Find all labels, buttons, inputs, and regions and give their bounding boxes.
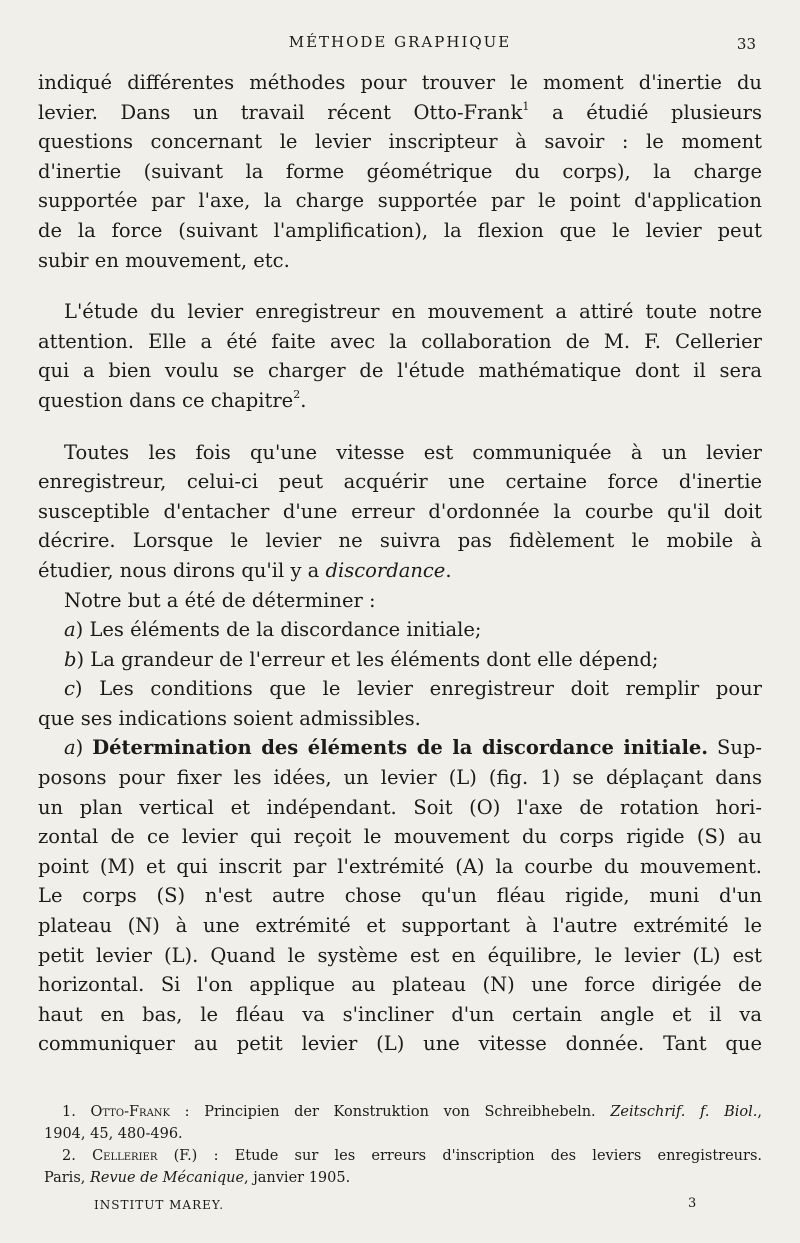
footnote-1: 1. Otto-Frank : Principien der Konstruktion von Schreibhebeln. Zeitschrif. f. Biol., — [62, 1104, 762, 1120]
text-line: L'étude du levier enregistreur en mouvement a attiré toute notre — [64, 300, 762, 324]
text-line: point (M) et qui inscrit par l'extrémité (A) la courbe du mouvement. — [38, 854, 762, 878]
text-line: plateau (N) à une extrémité et supportant à l'autre extrémité le — [38, 914, 762, 938]
text-line: attention. Elle a été faite avec la collaboration de M. F. Cellerier — [38, 329, 762, 353]
text-line: zontal de ce levier qui reçoit le mouvement du corps rigide (S) au — [38, 825, 762, 849]
text-line: Toutes les fois qu'une vitesse est communiquée à un levier — [64, 440, 762, 464]
footnote-ref-1: 1 — [522, 99, 530, 113]
footnote-ref-2: 2 — [293, 387, 301, 401]
text-line: petit levier (L). Quand le système est en équilibre, le levier (L) est — [38, 943, 762, 967]
page-footer — [0, 1196, 800, 1216]
text-line: d'inertie (suivant la forme géométrique du corps), la charge — [38, 159, 762, 183]
text-line: supportée par l'axe, la charge supportée par le point d'application — [38, 189, 762, 213]
text-line: susceptible d'entacher d'une erreur d'ordonnée la courbe qu'il doit — [38, 499, 762, 523]
paragraph-4 — [38, 586, 762, 734]
footnotes — [44, 1101, 762, 1189]
text-line: question dans ce chapitre$^2$. — [38, 387, 307, 412]
paragraph-3 — [38, 438, 762, 586]
text-line: subir en mouvement, etc. — [38, 248, 290, 272]
list-item-c: c) Les conditions que le levier enregistreur doit remplir pour — [64, 677, 762, 701]
paragraph-2 — [38, 297, 762, 415]
text-line: horizontal. Si l'on applique au plateau (N) une force dirigée de — [38, 973, 762, 997]
text-line: questions concernant le levier inscripteur à savoir : le moment — [38, 130, 762, 154]
list-item-a: a) Les éléments de la discordance initiale; — [64, 618, 482, 642]
text-line: qui a bien voulu se charger de l'étude mathématique dont il sera — [38, 359, 762, 383]
text-line: haut en bas, le fléau va s'incliner d'un certain angle et il va — [38, 1002, 762, 1026]
sheet-number: 3 — [688, 1196, 698, 1211]
text-line: indiqué différentes méthodes pour trouver le moment d'inertie du — [38, 71, 762, 94]
section-heading: Détermination des éléments de la discordance initiale. — [92, 736, 709, 760]
text-line: a) Détermination des éléments de la discordance initiale. Sup- — [64, 736, 763, 760]
text-line: étudier, nous dirons qu'il y a discordance. — [38, 558, 452, 582]
footnote-2: 2. Cellerier (F.) : Etude sur les erreurs d'inscription des leviers enregistreurs. — [62, 1148, 762, 1164]
text-line: communiquer au petit levier (L) une vitesse donnée. Tant que — [38, 1032, 762, 1056]
text-line: décrire. Lorsque le levier ne suivra pas fidèlement le mobile à — [38, 529, 762, 553]
emphasis-discordance: discordance — [325, 558, 446, 582]
list-item-b: b) La grandeur de l'erreur et les éléments dont elle dépend; — [64, 647, 659, 671]
list-item-c-continued: que ses indications soient admissibles. — [38, 706, 421, 730]
text-line: Notre but a été de déterminer : — [64, 588, 376, 612]
text-line: posons pour fixer les idées, un levier (L) (fig. 1) se déplaçant dans — [38, 766, 762, 790]
page-number: 33 — [736, 35, 756, 53]
text-line: Le corps (S) n'est autre chose qu'un fléau rigide, muni d'un — [38, 884, 762, 908]
paragraph-5 — [38, 733, 762, 1059]
running-title: MÉTHODE GRAPHIQUE — [288, 33, 512, 51]
footnote-2-continued: Paris, Revue de Mécanique, janvier 1905. — [44, 1170, 351, 1186]
page-header — [0, 33, 800, 57]
text-line: un plan vertical et indépendant. Soit (O) l'axe de rotation hori- — [38, 795, 762, 819]
text-line: levier. Dans un travail récent Otto-Frank$^1$ a étudié plusieurs — [38, 99, 762, 124]
paragraph-1 — [38, 68, 762, 275]
footnote-1-continued: 1904, 45, 480-496. — [44, 1126, 183, 1142]
body-text — [38, 68, 762, 1059]
printer-signature: INSTITUT MAREY. — [94, 1198, 225, 1212]
text-line: de la force (suivant l'amplification), la flexion que le levier peut — [38, 218, 762, 242]
text-line: enregistreur, celui-ci peut acquérir une certaine force d'inertie — [38, 470, 762, 494]
